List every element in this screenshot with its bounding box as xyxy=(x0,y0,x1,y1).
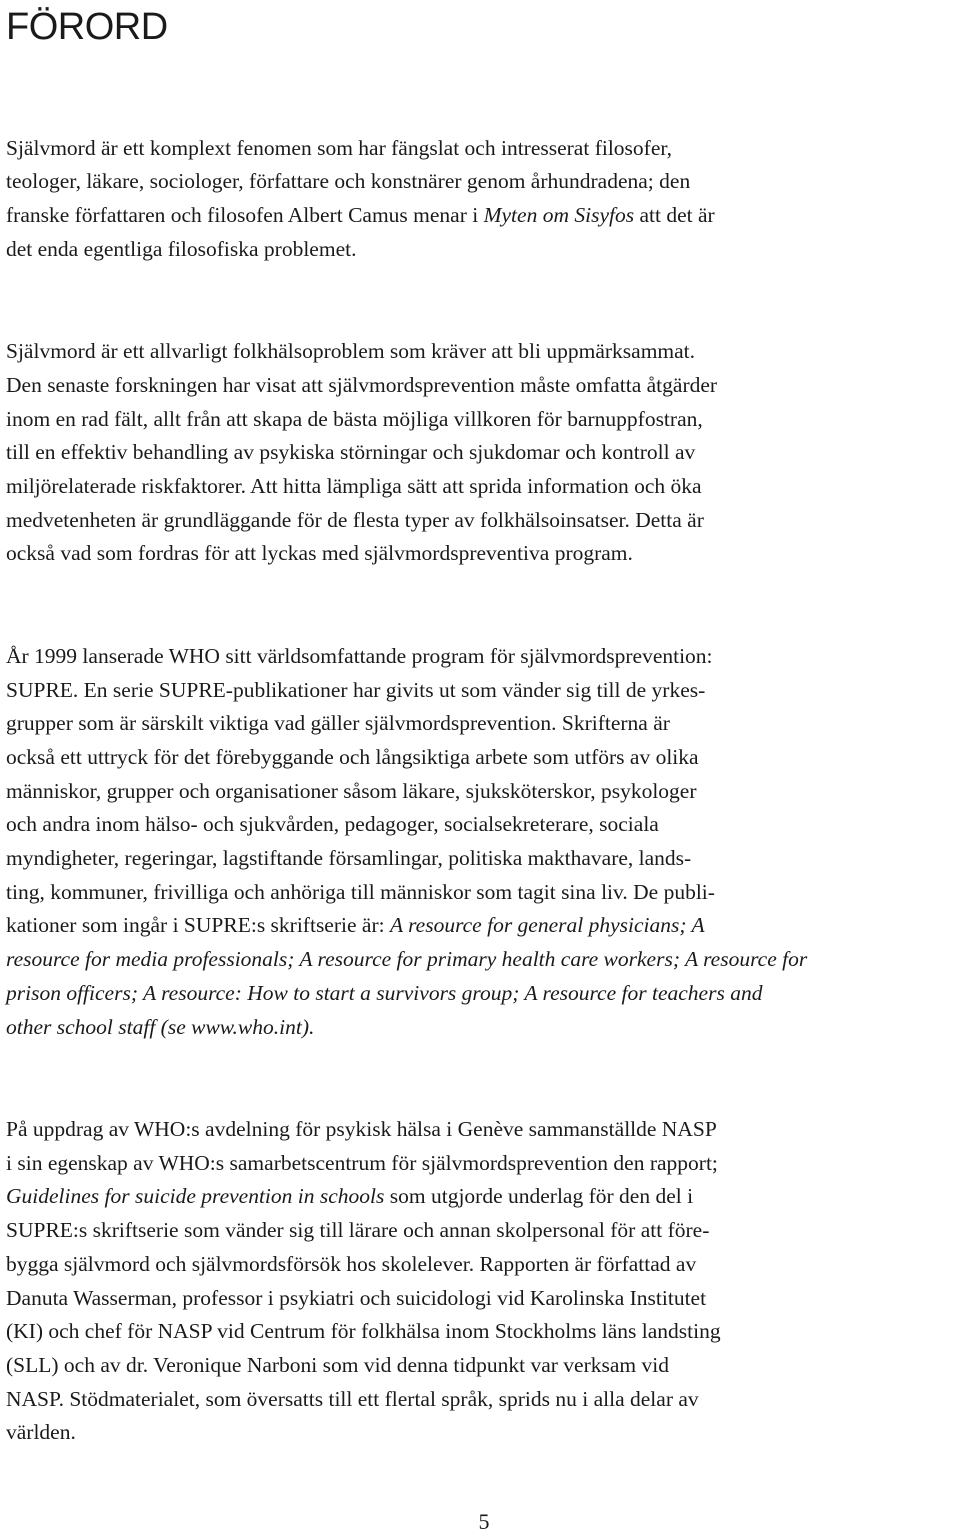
paragraph-supre xyxy=(6,606,956,1044)
text-segment: Självmord är ett komplext fenomen som har fängslat och intresserat filosofer, teologer, läkare, sociologer, författare och konstnärer genom århundradena; den franske författaren och filosofen Albert Camus menar i xyxy=(6,135,691,228)
paragraph-spacer xyxy=(6,267,956,302)
paragraph-intro xyxy=(6,98,956,267)
book-title-myten-om-sisyfos: Myten om Sisyfos xyxy=(483,203,635,228)
body-text xyxy=(6,98,956,1450)
paragraph-nasp xyxy=(6,1079,956,1450)
text-segment: På uppdrag av WHO:s avdelning för psykisk hälsa i Genève sammanställde NASP i sin egenskap av WHO:s samarbetscentrum för självmordsprevention den rapport; xyxy=(6,1116,718,1175)
paragraph-public-health xyxy=(6,302,956,572)
text-segment: att det är det enda egentliga filosofiska problemet. xyxy=(6,203,715,261)
text-segment: Självmord är ett allvarligt folkhälsoproblem som kräver att bli uppmärksammat. Den senaste forskningen har visat att självmordsprevention måste omfatta åtgärder inom en rad fält, allt från att skapa de bästa möjliga villkoren för barnuppfostran, till en effektiv behandling av psykiska störningar och sjukdomar och kontroll av miljörelaterade riskfaktorer. Att hitta lämpliga sätt att sprida information och öka medvetenheten är grundläggande för de flesta typer av folkhälsoinsatser. Detta är också vad som fordras för att lyckas med självmordspreventiva program. xyxy=(6,339,718,566)
paragraph-spacer xyxy=(6,1044,956,1079)
guidelines-title: Guidelines for suicide prevention in schools xyxy=(6,1184,385,1209)
page-number: 5 xyxy=(478,1509,490,1534)
text-segment: som utgjorde underlag för den del i SUPRE:s skriftserie som vänder sig till lärare och annan skolpersonal för att före- bygga självmord och självmordsförsök hos skolelever. Rapporten är författad av Danuta Wasserman, professor i psykiatri och suicidologi vid Karolinska Institutet (KI) och chef för NASP vid Centrum för folkhälsa inom Stockholms läns landsting (SLL) och av dr. Veronique Narboni som vid denna tidpunkt var verksam vid NASP. Stödmaterialet, som översatts till ett flertal språk, sprids nu i alla delar av världen. xyxy=(6,1184,721,1445)
paragraph-spacer xyxy=(6,571,956,606)
publication-list: A resource for general physicians; A resource for media professionals; A resource for primary health care workers; A resource for prison officers; A resource: How to start a survivors group; A resource for teachers and other school staff (se www.who.int). xyxy=(6,913,808,1039)
page-title: FÖRORD xyxy=(6,6,168,48)
text-segment: År 1999 lanserade WHO sitt världsomfattande program för självmordsprevention: SUPRE. En serie SUPRE-publikationer har givits ut som vänder sig till de yrkes- grupper som är särskilt viktiga vad gäller självmordsprevention. Skrifterna är också ett uttryck för det förebyggande och långsiktiga arbete som utförs av olika människor, grupper och organisationer såsom läkare, sjuksköterskor, psykologer och andra inom hälso- och sjukvården, pedagoger, socialsekreterare, sociala myndigheter, regeringar, lagstiftande församlingar, politiska makthavare, lands- ting, kommuner, frivilliga och anhöriga till människor som tagit sina liv. De publi- kationer som ingår i SUPRE:s skriftserie är: xyxy=(6,643,715,938)
